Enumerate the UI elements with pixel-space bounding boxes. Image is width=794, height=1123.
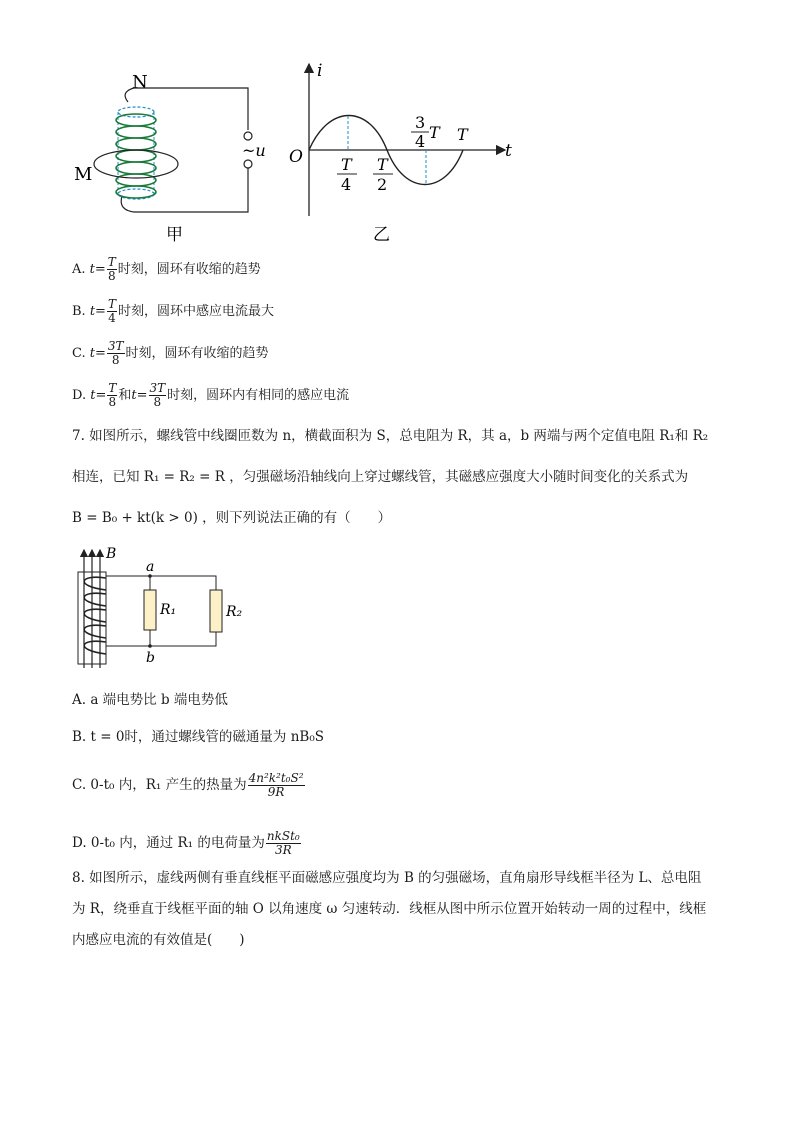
q6-option-d: D. t= $\frac{T}{8}$ 和t= $\frac{3T}{8}$ 时刻，圆环内有相同的感应电流	[72, 381, 350, 409]
tick-t2-den: 2	[377, 175, 388, 194]
q7-option-a: A. a 端电势比 b 端电势低	[72, 692, 228, 708]
tick-3t4-t: T	[429, 123, 440, 142]
resistor-r1	[144, 590, 156, 630]
tick-3t4-den: 4	[415, 132, 426, 151]
resistor-r2	[210, 590, 222, 632]
tick-t2-num: T	[377, 155, 388, 174]
figure-yi	[285, 58, 525, 248]
r2-label: R₂	[226, 604, 243, 620]
q7-stem-line3: B = B₀ + kt(k > 0) ，则下列说法正确的有（ ）	[72, 510, 392, 526]
field-b-label: B	[106, 546, 117, 562]
q8-stem-line1: 8. 如图所示，虚线两侧有垂直线框平面磁感应强度均为 B 的匀强磁场，直角扇形导线框半径为 L、总电阻	[72, 870, 702, 886]
q7-option-b: B. t = 0时，通过螺线管的磁通量为 nB₀S	[72, 729, 324, 745]
q7-option-d: D. 0-t₀ 内，通过 R₁ 的电荷量为 $\frac{\text{nkSt₀}}{3R}$	[72, 829, 300, 857]
terminal-b-label: b	[146, 650, 155, 666]
tick-t: T	[457, 125, 468, 144]
axis-t-label: t	[505, 141, 512, 161]
caption-yi: 乙	[373, 225, 390, 245]
q6-option-b: B. t= $\frac{T}{4}$ 时刻，圆环中感应电流最大	[72, 297, 274, 325]
q7-stem-line2: 相连，已知 R₁ = R₂ = R ，匀强磁场沿轴线向上穿过螺线管，其磁感应强度大小随时间变化的关系式为	[72, 469, 689, 485]
caption-jia: 甲	[166, 225, 183, 245]
label-n: N	[132, 72, 148, 93]
figure-q7-circuit	[70, 544, 260, 674]
q8-stem-line2: 为 R，绕垂直于线框平面的轴 O 以角速度 ω 匀速转动．线框从图中所示位置开始转动一周的过程中，线框	[72, 901, 707, 917]
q6-option-c: C. t= $\frac{3T}{8}$ 时刻，圆环有收缩的趋势	[72, 339, 269, 367]
q7-option-c: C. 0-t₀ 内，R₁ 产生的热量为 $\frac{\text{4n²k²t₀S²}}{9R}$	[72, 771, 304, 799]
source-label: ~u	[242, 141, 266, 160]
q7-stem-line1: 7. 如图所示，螺线管中线圈匝数为 n，横截面积为 S，总电阻为 R，其 a，b 两端与两个定值电阻 R₁和 R₂	[72, 428, 709, 444]
tick-t4-num: T	[341, 155, 352, 174]
figure-jia	[70, 68, 290, 248]
axis-i-label: i	[317, 61, 323, 81]
terminal-a-label: a	[146, 559, 155, 575]
tick-3t4-num: 3	[415, 113, 426, 132]
r1-label: R₁	[160, 602, 177, 618]
q6-option-a: A. t= $\frac{T}{8}$ 时刻，圆环有收缩的趋势	[72, 255, 261, 283]
tick-t4-den: 4	[341, 175, 352, 194]
label-m: M	[74, 164, 93, 185]
origin-label: O	[289, 147, 303, 167]
q8-stem-line3: 内感应电流的有效值是( )	[72, 932, 245, 948]
